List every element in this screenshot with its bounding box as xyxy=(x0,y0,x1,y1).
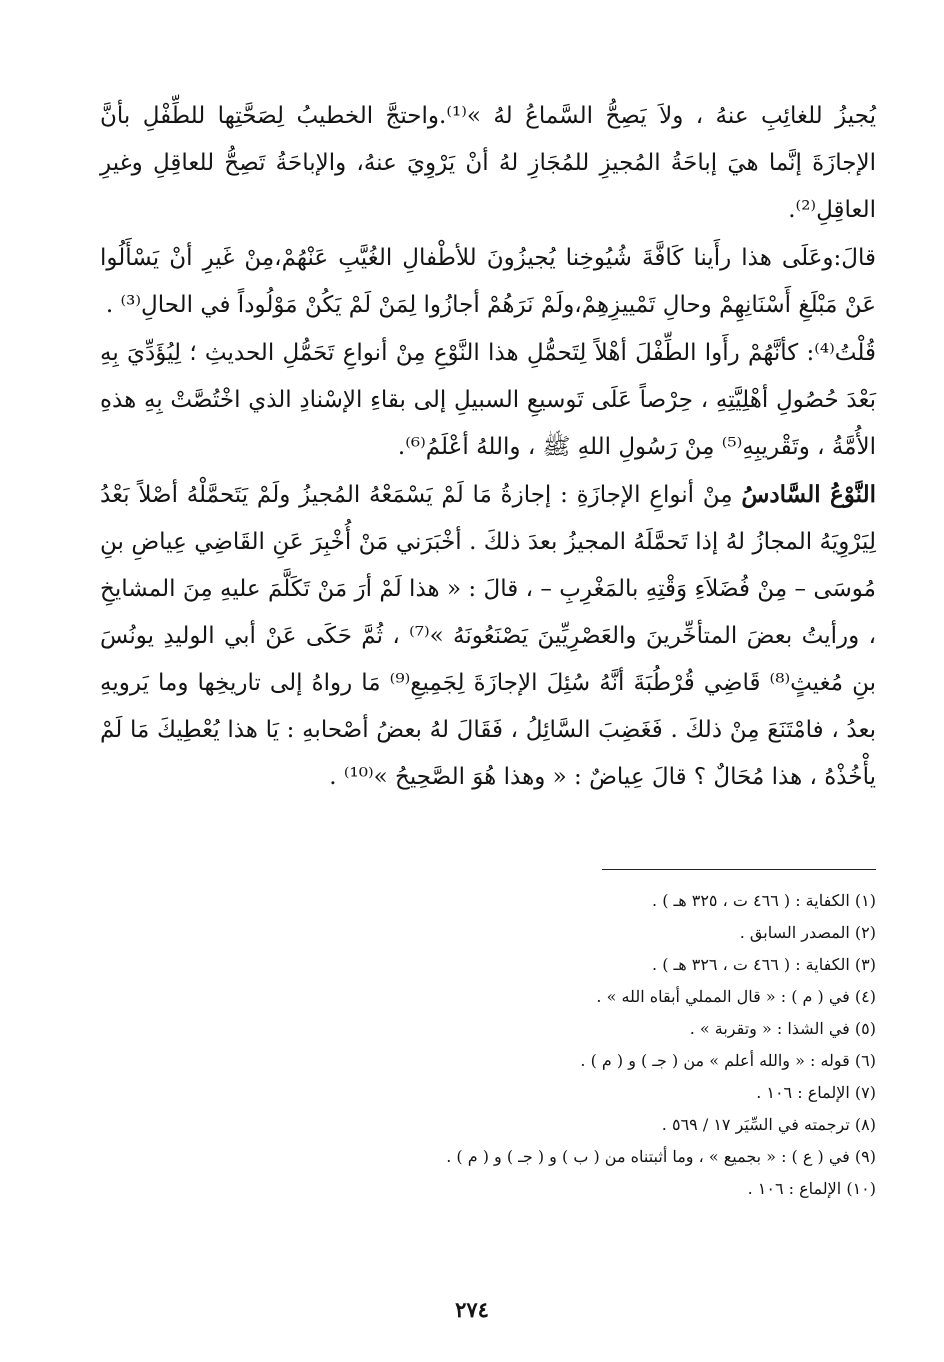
footnote-3: (٣) الكفاية : ( ٤٦٦ ت ، ٣٢٦ هـ ) . xyxy=(652,955,876,974)
footnote-9: (٩) في ( ع ) : « بجميع » ، وما أثبتناه من ( ب ) و ( جـ ) و ( م ) . xyxy=(446,1147,876,1166)
footnote-4: (٤) في ( م ) : « قال المملي أبقاه الله » . xyxy=(596,987,876,1006)
paragraph-text: قُلْتُ⁽⁴⁾: كأنَّهُمْ رأَوا الطِّفْلَ أهْلاً لِتَحمُّلِ هذا النَّوْعِ مِنْ أنواعِ تَحَمُّلِ الحديثِ ؛ لِيُؤَدِّيَ بِهِ بَعْدَ حُصُولِ أهْلِيَّتِهِ ، حِرْصاً عَلَى تَوسيعِ السبيلِ إلى بقاءِ الإسْنادِ الذي اخْتُصَّتْ بِهِ هذهِ الأُمَّةُ ، وتَقْريبِهِ⁽⁵⁾ مِنْ رَسُولِ اللهِ ﷺ ، واللهُ أعْلَمُ⁽⁶⁾. xyxy=(100,340,876,460)
footnote-7: (٧) الإلماع : ١٠٦ . xyxy=(756,1083,876,1102)
footnote-2: (٢) المصدر السابق . xyxy=(739,923,876,942)
footnote-divider xyxy=(602,869,876,870)
paragraph-4 xyxy=(100,471,876,801)
paragraph-2 xyxy=(100,234,876,329)
footnote-1: (١) الكفاية : ( ٤٦٦ ت ، ٣٢٥ هـ ) . xyxy=(652,891,876,910)
footnote-6: (٦) قوله : « والله أعلم » من ( جـ ) و ( م ) . xyxy=(580,1051,876,1070)
paragraph-3 xyxy=(100,329,876,471)
page-number: ٢٧٤ xyxy=(455,1297,489,1322)
paragraph-text: قالَ:وعَلَى هذا رأَينا كَافَّةَ شُيُوخِنا يُجيزُونَ للأطْفالِ الغُيَّبِ عَنْهُمْ،مِنْ غَيرِ أنْ يَسْأَلُوا عَنْ مَبْلَغِ أَسْنَانِهِمْ وحالِ تَمْييزِهِمْ،ولَمْ نَرَهُمْ أجازُوا لِمَنْ لَمْ يَكُنْ مَوْلُوداً في الحالِ⁽³⁾ . xyxy=(100,245,876,318)
body-text-block xyxy=(100,92,876,801)
paragraph-1 xyxy=(100,92,876,234)
paragraph-text: مِنْ أنواعِ الإجازَةِ : إجازةُ مَا لَمْ يَسْمَعْهُ المُجيزُ ولَمْ يَتَحمَّلْهُ أصْلاً بَعْدُ لِيَرْوِيَهُ المجازُ لهُ إذا تَحمَّلَهُ المجيزُ بعدَ ذلكَ . أخْبَرَني مَنْ أُخْبِرَ عَنِ القَاضِي عِياضِ بنِ مُوسَى – مِنْ فُضَلاَءِ وَقْتِهِ بالمَغْرِبِ – ، قالَ : « هذا لَمْ أرَ مَنْ تَكَلَّمَ عليهِ مِنَ المشايخِ ، ورأيتُ بعضَ المتأخِّرينَ والعَصْرِيِّينَ يَصْنَعُونَهُ »⁽⁷⁾ ، ثُمَّ حَكَى عَنْ أبي الوليدِ يونُسَ بنِ مُغيثٍ⁽⁸⁾ قَاضِي قُرْطُبَةَ أنَّهُ سُئِلَ الإجازَةَ لِجَمِيعِ⁽⁹⁾ مَا رواهُ إلى تاريخِها وما يَرويهِ بعدُ ، فامْتَنَعَ مِنْ ذلكَ . فَغَضِبَ السَّائِلُ ، فَقَالَ لهُ بعضُ أصْحابهِ : يَا هذا يُعْطِيكَ مَا لَمْ يأْخُذْهُ ، هذا مُحَالٌ ؟ قالَ عِياضٌ : « وهذا هُوَ الصَّحِيحُ »⁽¹⁰⁾ . xyxy=(100,482,877,790)
paragraph-text: يُجيزُ للغائِبِ عنهُ ، ولاَ يَصِحُّ السَّماعُ لهُ »⁽¹⁾.واحتجَّ الخطيبُ لِصَحَّتِها للطِّفْلِ بأنَّ الإجازَةَ إنَّما هيَ إباحَةُ المُجيزِ للمُجَازِ لهُ أنْ يَرْوِيَ عنهُ، والإباحَةُ تَصِحُّ للعاقِلِ وغيرِ العاقِلِ⁽²⁾. xyxy=(100,103,876,223)
footnote-5: (٥) في الشذا : « وتقربة » . xyxy=(689,1019,876,1038)
main-text xyxy=(100,92,876,801)
footnote-10: (١٠) الإلماع : ١٠٦ . xyxy=(747,1179,876,1198)
section-heading: النَّوْعُ السَّادسُ xyxy=(741,481,876,508)
footnote-8: (٨) ترجمته في السِّيَر ١٧ / ٥٦٩ . xyxy=(661,1115,876,1134)
footnotes xyxy=(100,885,876,1205)
